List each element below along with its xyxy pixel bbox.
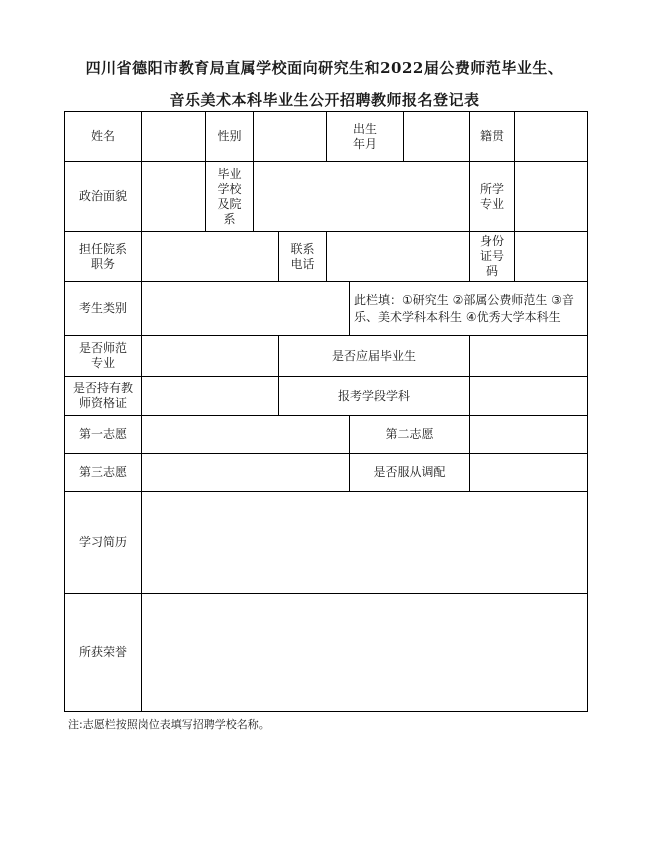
subject-label: 报考学段学科 (279, 377, 470, 416)
category-note: 此栏填：①研究生 ②部属公费师范生 ③音乐、美术学科本科生 ④优秀大学本科生 (350, 282, 588, 336)
honors-field[interactable] (142, 594, 588, 712)
major-field[interactable] (515, 162, 588, 232)
position-field[interactable] (142, 232, 279, 282)
adjust-field[interactable] (470, 454, 588, 492)
politics-label: 政治面貌 (65, 162, 142, 232)
fresh-grad-label: 是否应届毕业生 (279, 336, 470, 377)
subject-field[interactable] (470, 377, 588, 416)
id-label: 身份 证号 码 (470, 232, 515, 282)
fresh-grad-field[interactable] (470, 336, 588, 377)
footnote: 注:志愿栏按照岗位表填写招聘学校名称。 (68, 718, 270, 731)
birth-field[interactable] (404, 112, 470, 162)
birth-label: 出生 年月 (327, 112, 404, 162)
name-field[interactable] (142, 112, 206, 162)
major-label: 所学 专业 (470, 162, 515, 232)
category-label: 考生类别 (65, 282, 142, 336)
certificate-field[interactable] (142, 377, 279, 416)
certificate-label: 是否持有教 师资格证 (65, 377, 142, 416)
name-label: 姓名 (65, 112, 142, 162)
choice2-field[interactable] (470, 416, 588, 454)
choice3-field[interactable] (142, 454, 350, 492)
origin-field[interactable] (515, 112, 588, 162)
honors-label: 所获荣誉 (65, 594, 142, 712)
phone-field[interactable] (327, 232, 470, 282)
politics-field[interactable] (142, 162, 206, 232)
gender-field[interactable] (254, 112, 327, 162)
phone-label: 联系 电话 (279, 232, 327, 282)
study-field[interactable] (142, 492, 588, 594)
school-field[interactable] (254, 162, 470, 232)
study-label: 学习简历 (65, 492, 142, 594)
registration-form (64, 111, 588, 712)
normal-major-field[interactable] (142, 336, 279, 377)
normal-major-label: 是否师范 专业 (65, 336, 142, 377)
gender-label: 性别 (206, 112, 254, 162)
id-field[interactable] (515, 232, 588, 282)
origin-label: 籍贯 (470, 112, 515, 162)
position-label: 担任院系 职务 (65, 232, 142, 282)
choice2-label: 第二志愿 (350, 416, 470, 454)
category-field[interactable] (142, 282, 350, 336)
choice1-field[interactable] (142, 416, 350, 454)
form-title-line2: 音乐美术本科毕业生公开招聘教师报名登记表 (169, 91, 480, 109)
adjust-label: 是否服从调配 (350, 454, 470, 492)
choice3-label: 第三志愿 (65, 454, 142, 492)
choice1-label: 第一志愿 (65, 416, 142, 454)
school-label: 毕业 学校 及院 系 (206, 162, 254, 232)
form-title-line1: 四川省德阳市教育局直属学校面向研究生和2022届公费师范毕业生、 (85, 59, 564, 77)
